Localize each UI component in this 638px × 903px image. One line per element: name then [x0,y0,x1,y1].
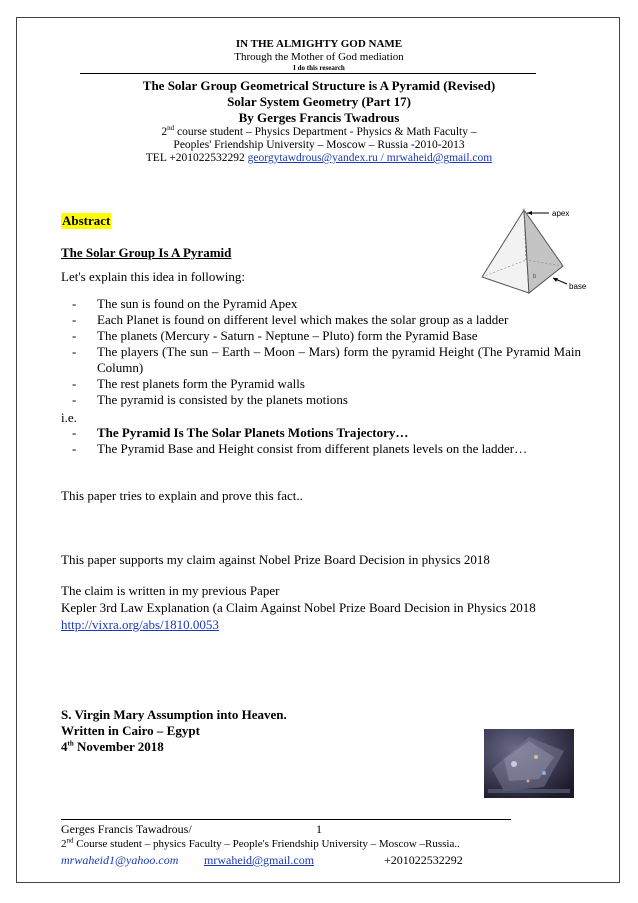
page-number: 1 [316,822,322,836]
header-line-1: IN THE ALMIGHTY GOD NAME [235,38,403,50]
header-rule [80,73,536,74]
author-course: 2nd course student – Physics Department - Physics & Math Faculty – [161,124,477,138]
footer-phone: +201022532292 [384,853,463,867]
footer-course: 2nd Course student – physics Faculty – People's Friendship University – Moscow –Russia.. [61,836,460,850]
base-label: base [569,282,587,291]
header-line-2: Through the Mother of God mediation [234,51,404,63]
previous-paper-title: Kepler 3rd Law Explanation (a Claim Against Nobel Prize Board Decision in Physics 2018 [61,600,536,615]
ie-list [61,425,581,457]
apex-label: apex [552,209,570,218]
list-item: - The Pyramid Base and Height consist from different planets levels on the ladder… [72,441,528,456]
nobel-claim: This paper supports my claim against Nobel Prize Board Decision in physics 2018 [61,552,490,567]
list-item: - The pyramid is consisted by the planets motions [72,392,348,407]
abstract-intro: Let's explain this idea in following: [61,269,245,284]
paper-author: By Gerges Francis Twadrous [238,110,400,125]
signature-place: Written in Cairo – Egypt [61,723,200,738]
author-tel: TEL +201022532292 [145,152,248,164]
author-email-links[interactable]: georgytawdrous@yandex.ru / mrwaheid@gmail.com [247,152,493,164]
abstract-list [61,296,581,408]
list-item: - The planets (Mercury - Saturn - Neptune – Pluto) form the Pyramid Base [72,328,478,343]
footer-author: Gerges Francis Tawadrous/ [61,822,192,836]
abstract-heading: Abstract [62,213,111,228]
solar-system-image [484,729,574,798]
ie-label: i.e. [61,410,77,425]
author-university: Peoples' Friendship University – Moscow – Russia -2010-2013 [173,139,465,151]
list-item: - The Pyramid Is The Solar Planets Motions Trajectory… [72,425,409,440]
paper-title: The Solar Group Geometrical Structure is A Pyramid (Revised) [142,78,496,93]
claim-intro: The claim is written in my previous Paper [61,583,280,598]
list-item: - The players (The sun – Earth – Moon – Mars) form the pyramid Height (The Pyramid Main Column) [72,344,581,375]
paper-subtitle: Solar System Geometry (Part 17) [227,94,411,109]
abstract-subheading: The Solar Group Is A Pyramid [61,245,232,260]
solar-system-picture [484,729,574,798]
vixra-link[interactable]: http://vixra.org/abs/1810.0053 [61,617,219,632]
diagram-b-label: b [533,274,537,280]
header-line-3: I do this research [293,64,345,72]
signature-date: 4th November 2018 [61,739,164,754]
author-contacts [0,152,638,164]
pyramid-diagram [470,200,600,300]
footer-email-yahoo[interactable]: mrwaheid1@yahoo.com [61,853,179,867]
footer-email-gmail[interactable]: mrwaheid@gmail.com [204,853,315,867]
list-item: - The sun is found on the Pyramid Apex [72,296,298,311]
signature-occasion: S. Virgin Mary Assumption into Heaven. [61,707,287,722]
list-item: - The rest planets form the Pyramid walls [72,376,305,391]
list-item: - Each Planet is found on different level which makes the solar group as a ladder [72,312,509,327]
footer-rule [61,819,511,820]
paper-purpose: This paper tries to explain and prove this fact.. [61,488,303,503]
